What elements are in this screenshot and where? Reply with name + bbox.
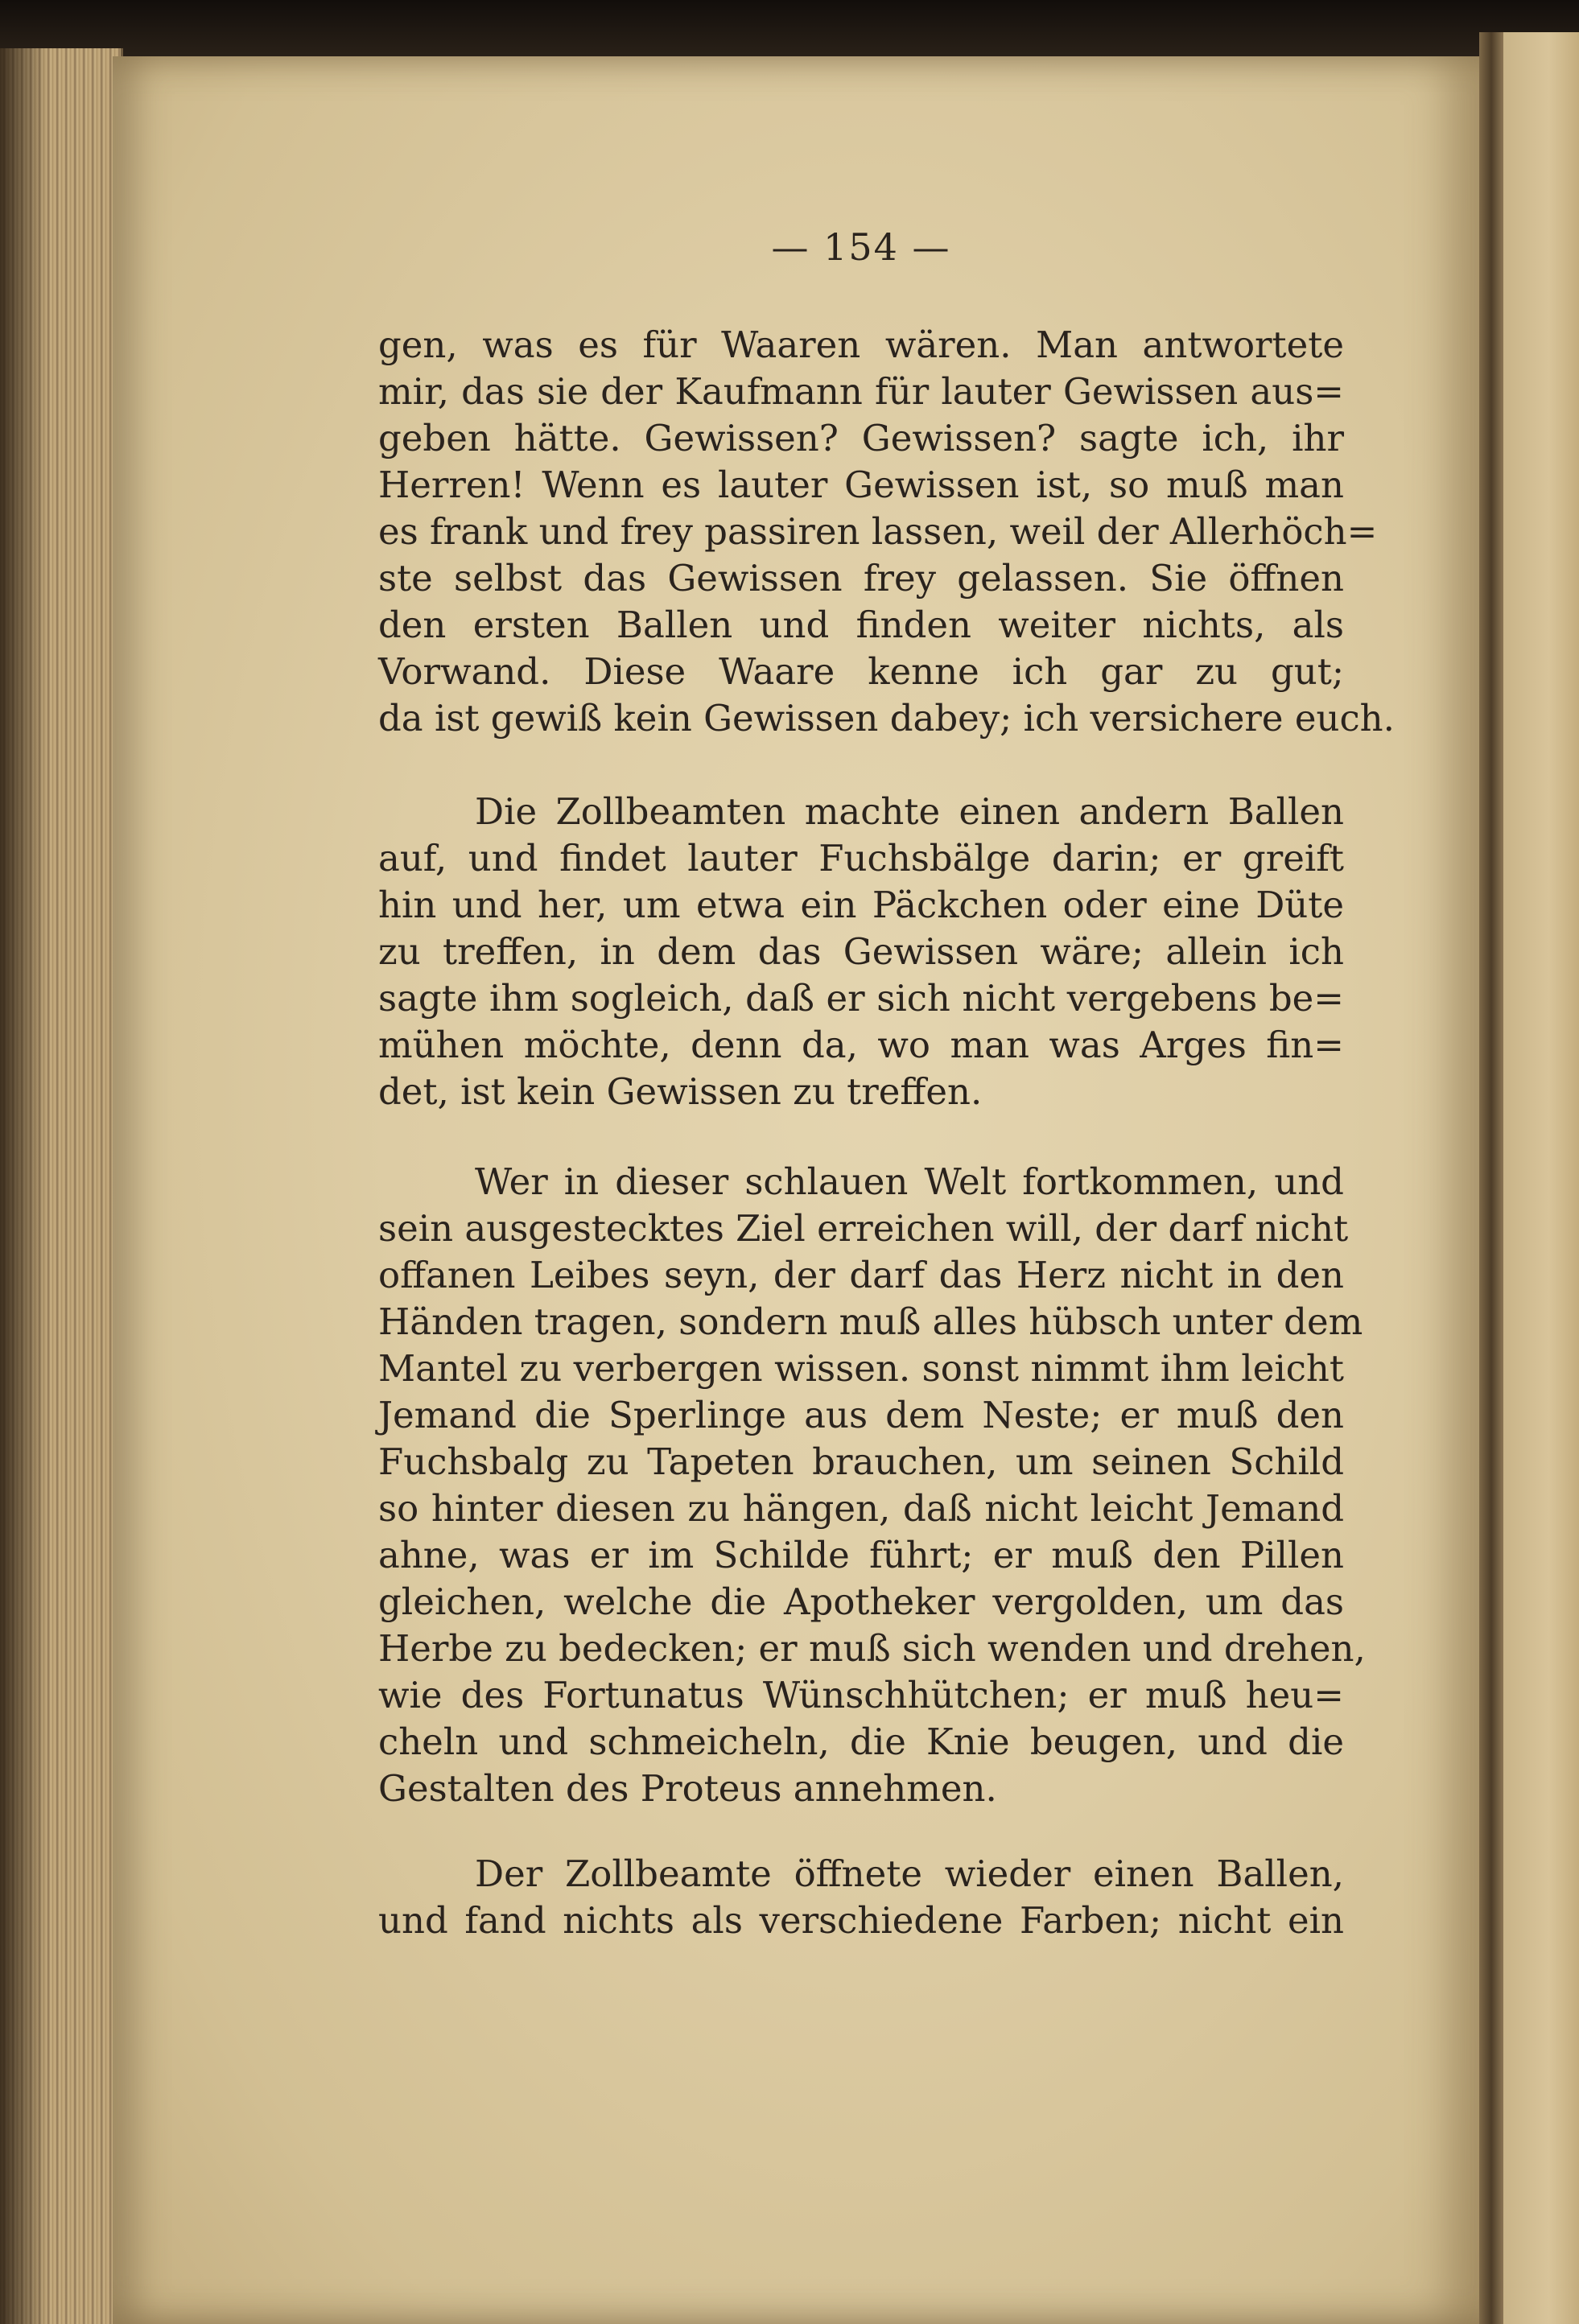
- text-line: hin und her, um etwa ein Päckchen oder eine Düte: [378, 884, 1344, 926]
- text-line: da ist gewiß kein Gewissen dabey; ich versichere euch.: [378, 697, 1395, 740]
- text-line: offanen Leibes seyn, der darf das Herz nicht in den: [378, 1254, 1344, 1296]
- text-line: Gestalten des Proteus annehmen.: [378, 1767, 997, 1810]
- text-line: gen, was es für Waaren wären. Man antwortete: [378, 323, 1344, 366]
- text-line: Herren! Wenn es lauter Gewissen ist, so muß man: [378, 464, 1344, 506]
- text-line: Vorwand. Diese Waare kenne ich gar zu gut;: [378, 650, 1344, 693]
- text-line: Händen tragen, sondern muß alles hübsch unter dem: [378, 1300, 1363, 1343]
- text-line: Wer in dieser schlauen Welt fortkommen, und: [475, 1160, 1344, 1203]
- text-line: und fand nichts als verschiedene Farben; nicht ein: [378, 1899, 1344, 1942]
- text-line: Mantel zu verbergen wissen. sonst nimmt ihm leicht: [378, 1347, 1344, 1390]
- scan-background-top: [0, 0, 1579, 58]
- text-line: Die Zollbeamten machte einen andern Ballen: [475, 790, 1344, 833]
- text-line: ahne, was er im Schilde führt; er muß den Pillen: [378, 1534, 1344, 1576]
- text-line: Jemand die Sperlinge aus dem Neste; er muß den: [378, 1394, 1344, 1436]
- text-line: gleichen, welche die Apotheker vergolden, um das: [378, 1580, 1344, 1623]
- text-line: so hinter diesen zu hängen, daß nicht leicht Jemand: [378, 1487, 1344, 1530]
- book-gutter: [1479, 32, 1503, 2324]
- paragraph-4: [378, 1851, 1344, 1944]
- text-line: den ersten Ballen und finden weiter nichts, als: [378, 604, 1344, 646]
- text-line: ste selbst das Gewissen frey gelassen. Sie öffnen: [378, 557, 1344, 600]
- text-line: sein ausgestecktes Ziel erreichen will, der darf nicht: [378, 1207, 1349, 1250]
- text-line: Fuchsbalg zu Tapeten brauchen, um seinen Schild: [378, 1440, 1344, 1483]
- paragraph-1: [378, 322, 1395, 742]
- page-number: — 154 —: [771, 225, 951, 269]
- text-line: cheln und schmeicheln, die Knie beugen, und die: [378, 1720, 1344, 1763]
- text-line: sagte ihm sogleich, daß er sich nicht vergebens be=: [378, 977, 1344, 1020]
- text-line: mühen möchte, denn da, wo man was Arges fin=: [378, 1024, 1344, 1066]
- paragraph-3: [378, 1159, 1366, 1812]
- text-line: zu treffen, in dem das Gewissen wäre; allein ich: [378, 930, 1344, 973]
- paragraph-2: [378, 789, 1344, 1115]
- text-line: auf, und findet lauter Fuchsbälge darin; er greift: [378, 837, 1344, 880]
- page-edges-shadow: [0, 48, 48, 2324]
- text-line: det, ist kein Gewissen zu treffen.: [378, 1070, 983, 1113]
- text-line: Herbe zu bedecken; er muß sich wenden und drehen,: [378, 1627, 1366, 1670]
- text-line: mir, das sie der Kaufmann für lauter Gewissen aus=: [378, 370, 1344, 413]
- text-line: geben hätte. Gewissen? Gewissen? sagte ich, ihr: [378, 417, 1344, 459]
- facing-page-edge: [1503, 32, 1579, 2324]
- text-line: es frank und frey passiren lassen, weil der Allerhöch=: [378, 510, 1378, 553]
- text-line: Der Zollbeamte öffnete wieder einen Ballen,: [475, 1852, 1344, 1895]
- text-line: wie des Fortunatus Wünschhütchen; er muß heu=: [378, 1674, 1344, 1716]
